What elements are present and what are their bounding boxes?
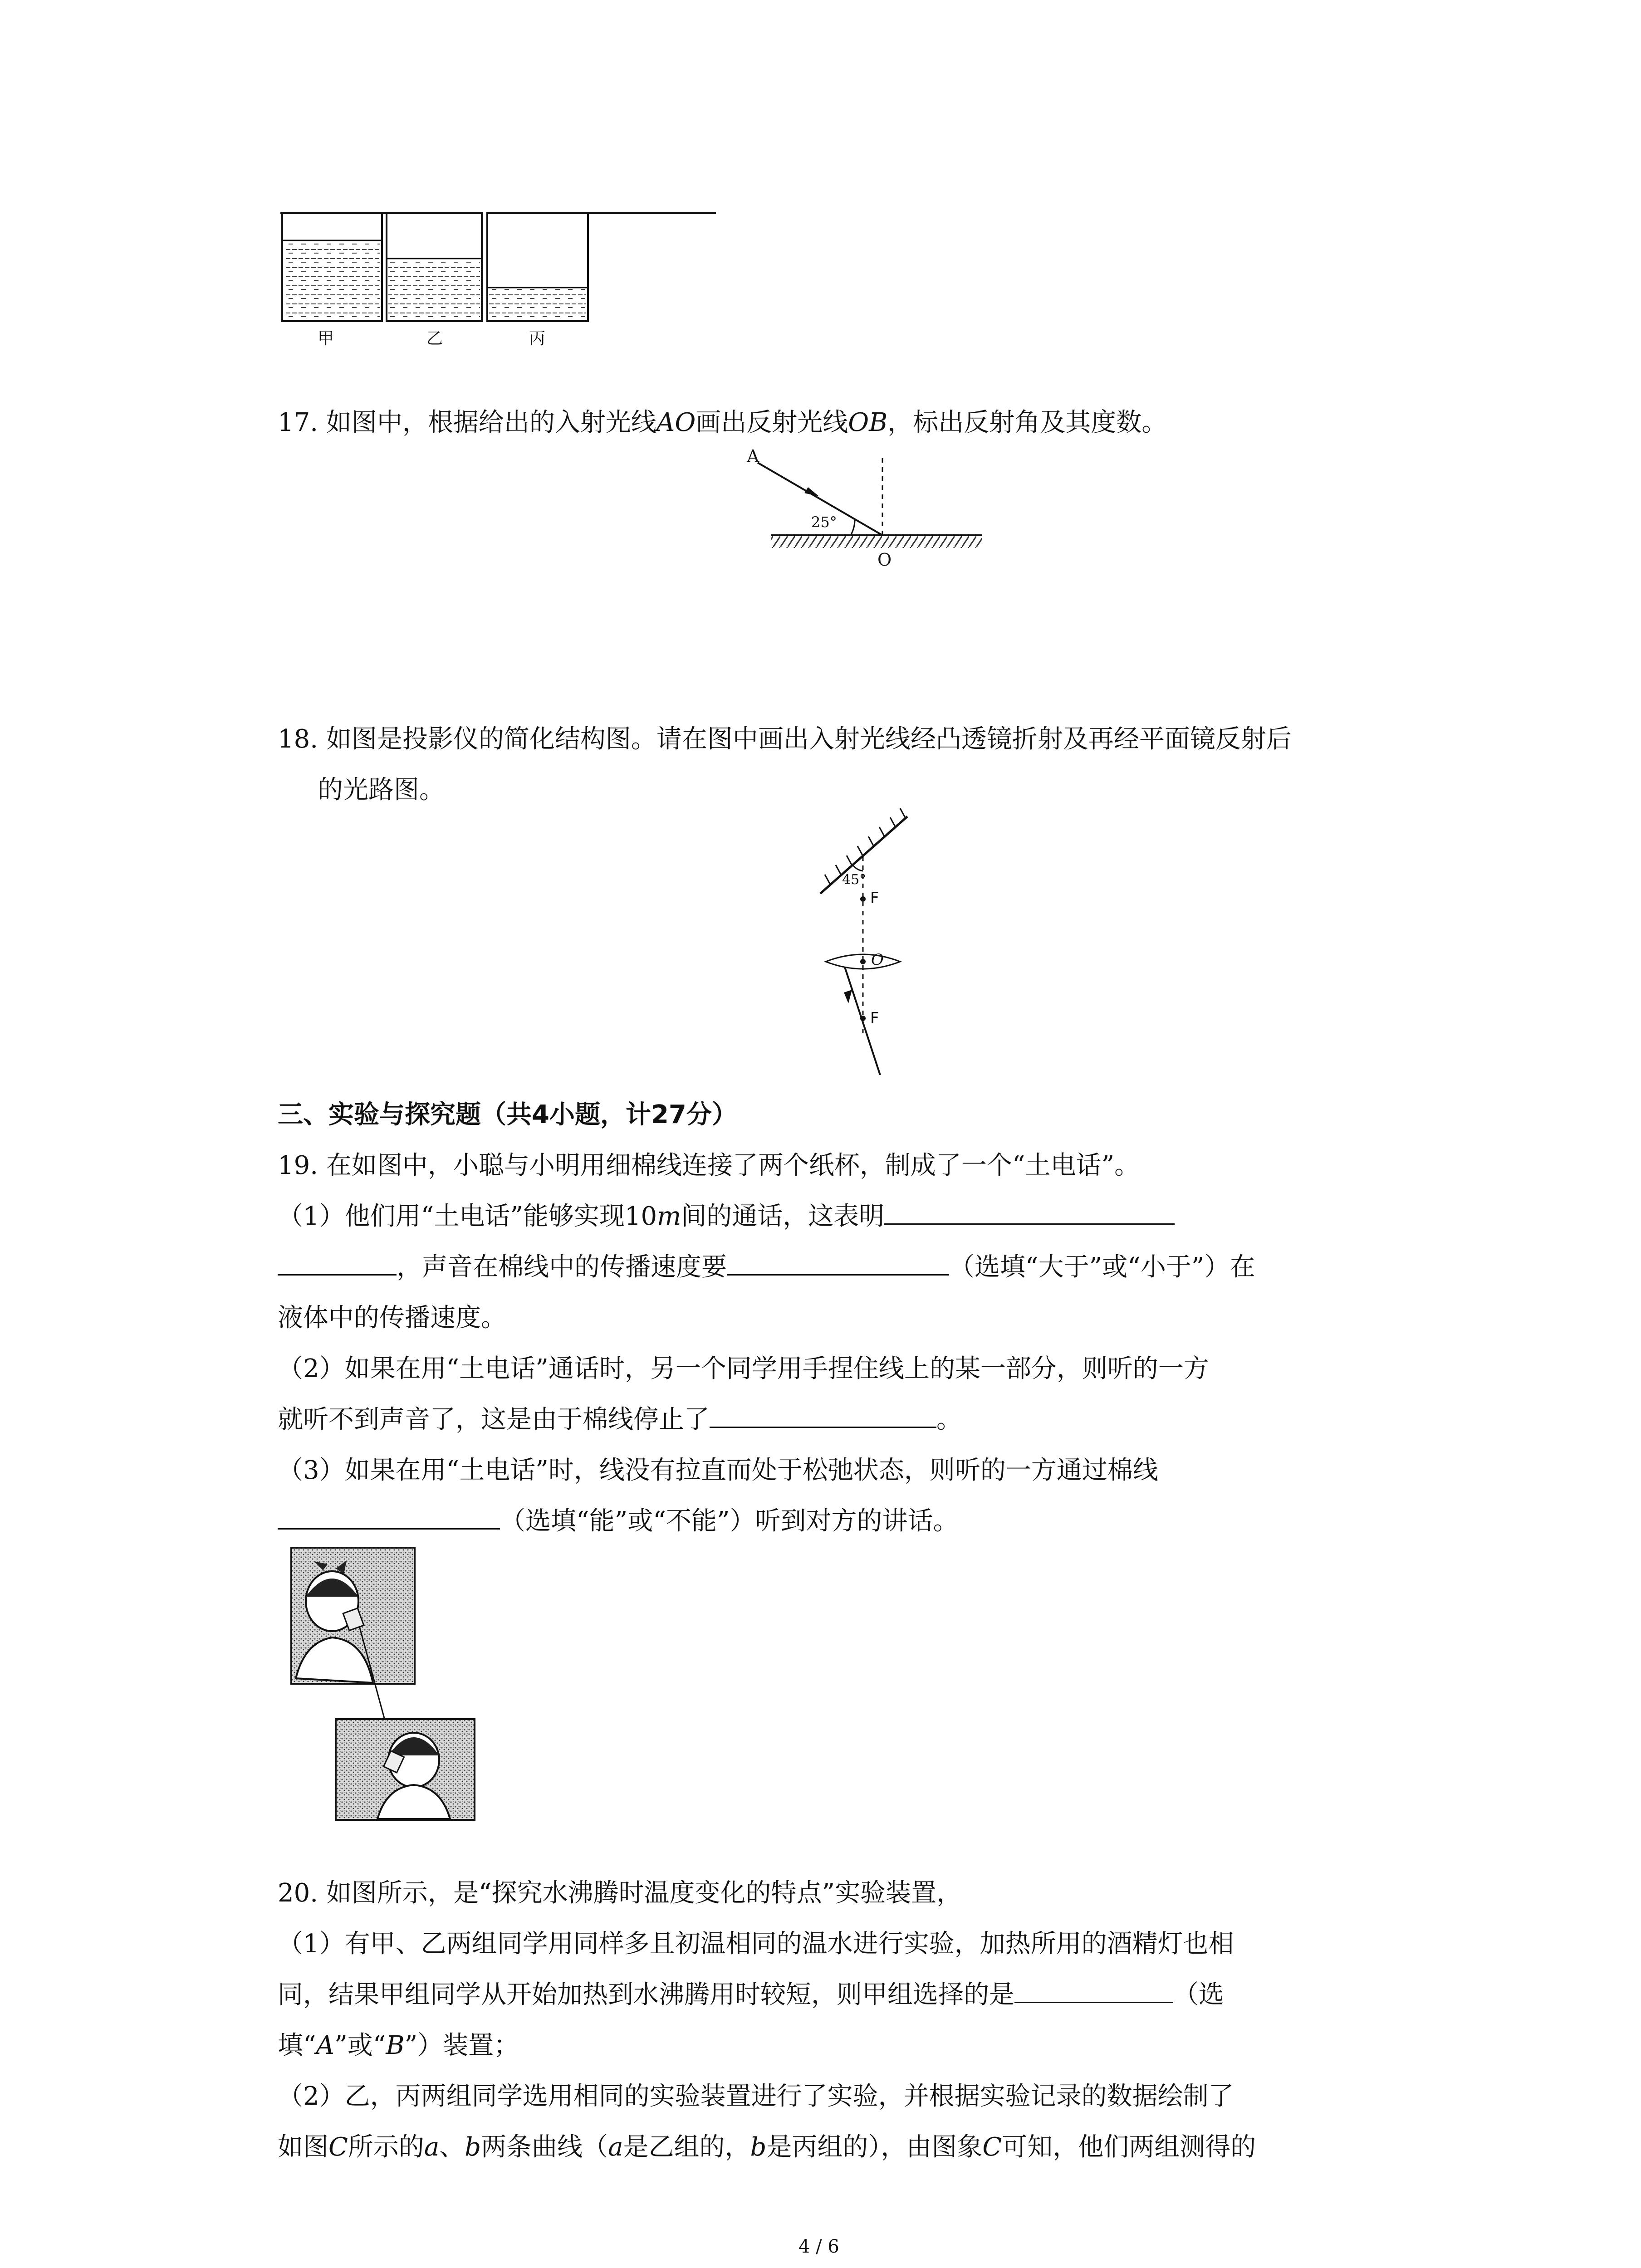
q20-p1-text-b: 同，结果甲组同学从开始加热到水沸腾用时较短，则甲组选择的是 — [278, 1980, 1014, 2009]
optical-center-label: O — [871, 951, 884, 969]
q20-p1-line1: （1）有甲、乙两组同学用同样多且初温相同的温水进行实验，加热所用的酒精灯也相 — [278, 1929, 1234, 1959]
q20-p2-text-d: 、 — [439, 2132, 465, 2162]
focal-point-top-label: F — [870, 889, 879, 907]
point-o-label: O — [877, 550, 892, 570]
q19-p2-line1: （2）如果在用“土电话”通话时，另一个同学用手捏住线上的某一部分，则听的一方 — [278, 1354, 1209, 1383]
q19-p1-line2 — [278, 1242, 1255, 1293]
q20-p2-text-b: 如图 — [278, 2132, 328, 2162]
q20-p2-text-e: 两条曲线（ — [481, 2132, 608, 2162]
q19-p1-text-b: 间的通话，这表明 — [681, 1202, 885, 1231]
q18-number: 18. — [278, 724, 318, 754]
q20-p2-text-f: 是乙组的， — [623, 2132, 750, 2162]
q19-p1-line3: 液体中的传播速度。 — [278, 1303, 506, 1333]
q19-p2-text-b: 就听不到声音了，这是由于棉线停止了 — [278, 1405, 710, 1434]
q20-figure-c-ref-2: C — [982, 2132, 1002, 2162]
q20-p1-line2 — [278, 1970, 1224, 2020]
label-jia: 甲 — [318, 329, 334, 348]
q20-curve-a: a — [424, 2132, 440, 2162]
focal-point-bottom-label: F — [870, 1009, 879, 1027]
q20-figure-c-ref: C — [328, 2132, 348, 2162]
projector-diagram — [803, 803, 966, 1075]
q19-p1-line1 — [278, 1191, 1175, 1242]
q20-p2-text-h: 可知，他们两组测得的 — [1002, 2132, 1256, 2162]
point-a-label: A — [747, 446, 759, 466]
page-number: 4 / 6 — [798, 2236, 839, 2257]
q20-intro-text: 如图所示，是“探究水沸腾时温度变化的特点”实验装置， — [326, 1878, 962, 1908]
q20-number: 20. — [278, 1878, 318, 1908]
reflection-diagram — [744, 449, 998, 585]
q20-p2-text-g: 是丙组的），由图象 — [766, 2132, 983, 2162]
q17-text-b: 画出反射光线 — [696, 408, 848, 437]
q19-p1-text-d: （选填“大于”或“小于”）在 — [949, 1252, 1255, 1282]
q17-text-a: 如图中，根据给出的入射光线 — [326, 408, 656, 437]
ray-ao-label: AO — [656, 408, 696, 437]
section-heading: 三、实验与探究题（共4小题，计27分） — [278, 1100, 737, 1129]
q20-curve-a-2: a — [608, 2132, 623, 2162]
q20-option-b: B — [386, 2031, 405, 2060]
answer-blank-2[interactable] — [727, 1242, 949, 1276]
q20-intro — [278, 1868, 962, 1919]
q19-p3-line1: （3）如果在用“土电话”时，线没有拉直而处于松弛状态，则听的一方通过棉线 — [278, 1456, 1158, 1485]
q18-text-line2: 的光路图。 — [318, 775, 445, 805]
q20-p1-text-d: 填“ — [278, 2031, 316, 2060]
answer-blank-5[interactable] — [1014, 1970, 1173, 2003]
q19-intro — [278, 1140, 1140, 1191]
q20-p2-line2 — [278, 2122, 1256, 2173]
q18-text-line1: 如图是投影仪的简化结构图。请在图中画出入射光线经凸透镜折射及再经平面镜反射后 — [326, 724, 1292, 754]
q20-option-a: A — [316, 2031, 335, 2060]
answer-blank-1a[interactable] — [884, 1192, 1175, 1225]
q19-p2-text-c: 。 — [936, 1405, 962, 1434]
q17-text — [278, 397, 1167, 448]
q19-number: 19. — [278, 1151, 318, 1180]
answer-blank-1b[interactable] — [278, 1242, 397, 1276]
q20-curve-b: b — [465, 2132, 481, 2162]
ray-ob-label: OB — [848, 408, 888, 437]
q19-p1-text-c: ，声音在棉线中的传播速度要 — [397, 1252, 727, 1282]
q17-text-c: ，标出反射角及其度数。 — [887, 408, 1167, 437]
string-telephone-picture — [278, 1547, 486, 1828]
q19-intro-text: 在如图中，小聪与小明用细棉线连接了两个纸杯，制成了一个“土电话”。 — [326, 1151, 1140, 1180]
containers-diagram — [272, 200, 726, 354]
label-yi: 乙 — [426, 329, 443, 348]
q17-number: 17. — [278, 408, 318, 437]
q19-p3-text-b: （选填“能”或“不能”）听到对方的讲话。 — [500, 1506, 959, 1536]
q20-p2-line1: （2）乙，丙两组同学选用相同的实验装置进行了实验，并根据实验记录的数据绘制了 — [278, 2082, 1234, 2111]
angle-25-label: 25° — [811, 513, 837, 531]
angle-45-label: 45° — [842, 872, 867, 888]
q20-p1-text-f: ”）装置； — [404, 2031, 519, 2060]
q19-p1-number: 10 — [624, 1202, 657, 1231]
q18-line1 — [278, 714, 1292, 765]
projector-figure — [803, 803, 966, 1075]
answer-blank-3[interactable] — [710, 1395, 936, 1428]
q19-p2-line2 — [278, 1394, 962, 1445]
string-telephone-illustration — [278, 1547, 486, 1828]
q20-p1-text-c: （选 — [1173, 1980, 1224, 2009]
label-bing: 丙 — [529, 329, 546, 348]
q20-curve-b-2: b — [750, 2132, 767, 2162]
answer-blank-4[interactable] — [278, 1496, 500, 1530]
q19-p1-text-a: （1）他们用“土电话”能够实现 — [278, 1202, 625, 1231]
reflection-figure — [744, 446, 998, 585]
q19-p3-line2 — [278, 1496, 959, 1547]
q20-p2-text-c: 所示的 — [348, 2132, 424, 2162]
containers-figure — [272, 200, 726, 354]
q20-p1-line3 — [278, 2020, 519, 2071]
q20-p1-text-e: ”或“ — [334, 2031, 386, 2060]
q19-p1-unit: m — [657, 1202, 681, 1231]
